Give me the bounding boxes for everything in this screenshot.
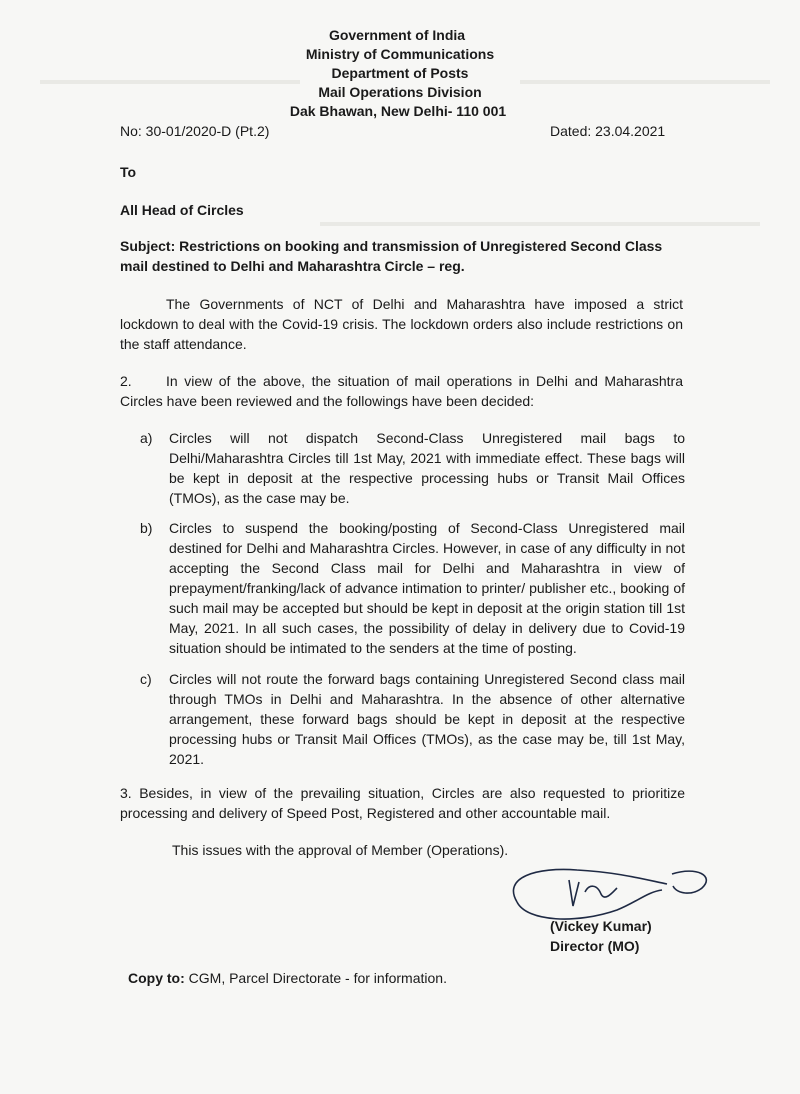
decision-label: c) <box>140 671 152 687</box>
signatory-designation: Director (MO) <box>550 938 640 954</box>
subject-line: Subject: Restrictions on booking and transmission of Unregistered Second Class mail destined to Delhi and Maharashtra Circle – reg. <box>120 238 663 274</box>
paragraph-1: The Governments of NCT of Delhi and Maharashtra have imposed a strict lockdown to deal with the Covid-19 crisis. The lockdown orders also include restrictions on the staff attendance. <box>120 296 683 352</box>
reference-date: Dated: 23.04.2021 <box>550 123 666 139</box>
decision-text: Circles to suspend the booking/posting of Second-Class Unregistered mail destined for Delhi and Maharashtra Circles. However, in case of any difficulty in not accepting the Second Class mail for Delhi and Maharashtra in view of prepayment/franking/lack of advance intimation to printer/ publisher etc., booking of such mail may be accepted but should be kept in deposit at the origin station till 1st May, 2021. In all such cases, the possibility of delay in delivery due to Covid-19 situation should be intimated to the senders at the time of posting. <box>169 520 685 656</box>
signatory-name: (Vickey Kumar) <box>550 918 652 934</box>
decision-label: a) <box>140 430 153 446</box>
letterhead-government: Government of India <box>328 27 466 43</box>
decision-item-c <box>140 669 685 769</box>
scan-smudge <box>320 222 760 226</box>
copy-to-line <box>128 970 447 986</box>
paragraph-2-number: 2. <box>120 373 132 389</box>
letterhead-department: Department of Posts <box>331 65 469 81</box>
decision-item-a <box>140 428 685 508</box>
letterhead-address: Dak Bhawan, New Delhi- 110 001 <box>289 103 507 119</box>
paragraph-3: 3. Besides, in view of the prevailing situation, Circles are also requested to prioritize processing and delivery of Speed Post, Registered and other accountable mail. <box>120 785 685 821</box>
letterhead <box>0 26 800 121</box>
to-label: To <box>120 164 137 180</box>
letterhead-ministry: Ministry of Communications <box>305 46 495 62</box>
paragraph-2 <box>120 371 683 411</box>
signatory-block <box>550 916 652 956</box>
approval-note: This issues with the approval of Member (Operations). <box>172 842 509 858</box>
decision-text: Circles will not dispatch Second-Class Unregistered mail bags to Delhi/Maharashtra Circles till 1st May, 2021 with immediate effect. These bags will be kept in deposit at the respective processing hubs or Transit Mail Offices (TMOs), as the case may be. <box>169 430 685 506</box>
copy-to-label: Copy to: <box>128 970 185 986</box>
decision-item-b <box>140 518 685 658</box>
letterhead-division: Mail Operations Division <box>318 84 482 100</box>
decision-text: Circles will not route the forward bags containing Unregistered Second class mail through TMOs in Delhi and Maharashtra. In the absence of other alternative arrangement, these forward bags should be kept in deposit at the respective processing hubs or Transit Mail Offices (TMOs), as the case may be, till 1st May, 2021. <box>169 671 685 767</box>
paragraph-2-text: In view of the above, the situation of mail operations in Delhi and Maharashtra Circles have been reviewed and the followings have been decided: <box>120 373 683 409</box>
decision-label: b) <box>140 520 153 536</box>
copy-to-text: CGM, Parcel Directorate - for information. <box>188 970 447 986</box>
addressee: All Head of Circles <box>120 202 244 218</box>
reference-number: No: 30-01/2020-D (Pt.2) <box>120 123 270 139</box>
